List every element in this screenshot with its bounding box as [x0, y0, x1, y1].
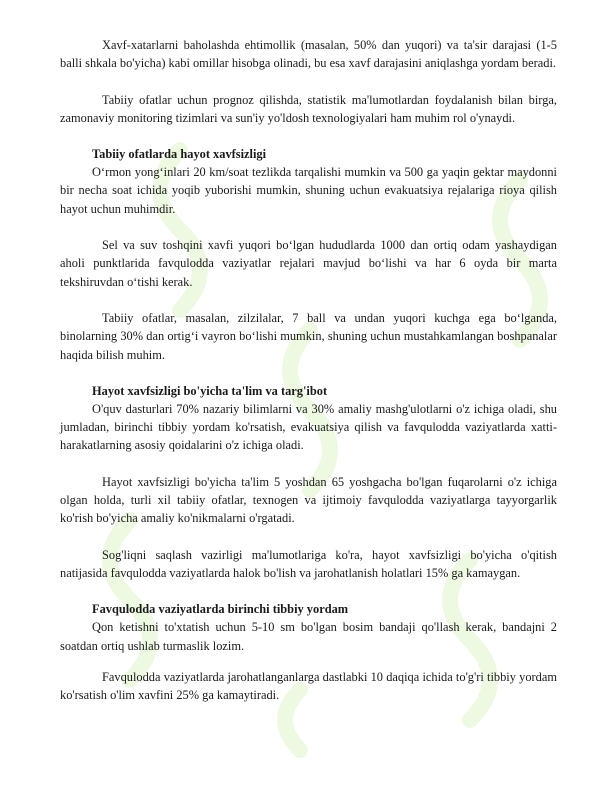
paragraph: Favqulodda vaziyatlarda jarohatlanganlarga dastlabki 10 daqiqa ichida to'g'ri tibbiy yordam ko'rsatish o'lim xavfini 25% ga kamaytiradi.: [60, 669, 557, 703]
section-natural-disasters: [60, 145, 557, 364]
paragraph: Hayot xavfsizligi bo'yicha ta'lim 5 yoshdan 65 yoshgacha bo'lgan fuqarolarni o'z ichiga olgan holda, turli xil tabiiy ofatlar, texnogen va ijtimoiy favqulodda vaziyatlarga tayyorgarlik ko'rish bo'yicha amaliy ko'nikmalarni o'rgatadi.: [60, 474, 557, 526]
paragraph: O‘rmon yong‘inlari 20 km/soat tezlikda tarqalishi mumkin va 500 ga yaqin gektar maydonni bir necha soat ichida yoqib yuborishi mumkin, shuning uchun evakuatsiya rejalariga rioya qilish hayot uchun muhimdir.: [60, 165, 557, 216]
section-heading: Hayot xavfsizligi bo'yicha ta'lim va targ'ibot: [92, 383, 328, 398]
document-page: [60, 36, 557, 722]
paragraph: Tabiiy ofatlar uchun prognoz qilishda, statistik ma'lumotlardan foydalanish bilan birga, zamonaviy monitoring tizimlari va sun'iy yo'ldosh texnologiyalari ham muhim rol o'ynaydi.: [60, 92, 557, 125]
paragraph: Qon ketishni to'xtatish uchun 5-10 sm bo'lgan bosim bandaji qo'llash kerak, bandajni 2 soatdan ortiq ushlab turmaslik lozim.: [60, 620, 557, 653]
paragraph: O'quv dasturlari 70% nazariy bilimlarni va 30% amaliy mashg'ulotlarni o'z ichiga oladi, shu jumladan, birinchi tibbiy yordam ko'rsatish, evakuatsiya qilish va favqulodda vaziyatlarda xatti-harakatlarning asosiy qoidalarini o'z ichiga oladi.: [60, 401, 557, 453]
paragraph: Sog'liqni saqlash vazirligi ma'lumotlariga ko'ra, hayot xavfsizligi bo'yicha o'qitish natijasida favqulodda vaziyatlarda halok bo'lish va jarohatlanish holatlari 15% ga kamaygan.: [60, 547, 557, 580]
section-intro: [60, 36, 557, 127]
paragraph: Tabiiy ofatlar, masalan, zilzilalar, 7 ball va undan yuqori kuchga ega bo‘lganda, binolarning 30% dan ortig‘i vayron bo‘lishi mumkin, shuning uchun mustahkamlangan boshpanalar haqida bilish muhim.: [60, 310, 557, 362]
section-education: [60, 382, 557, 582]
paragraph: Xavf-xatarlarni baholashda ehtimollik (masalan, 50% dan yuqori) va ta'sir darajasi (1-5 balli shkala bo'yicha) kabi omillar hisobga olinadi, bu esa xavf darajasini aniqlashga yordam beradi.: [60, 38, 557, 71]
section-heading: Favqulodda vaziyatlarda birinchi tibbiy yordam: [92, 602, 349, 617]
paragraph: Sel va suv toshqini xavfi yuqori bo‘lgan hududlarda 1000 dan ortiq odam yashaydigan aholi punktlarida favqulodda vaziyatlar rejalari mavjud bo‘lishi va har 6 oyda bir marta tekshiruvdan o‘tishi kerak.: [60, 238, 557, 289]
section-heading: Tabiiy ofatlarda hayot xavfsizligi: [92, 147, 267, 162]
section-first-aid: [60, 600, 557, 704]
